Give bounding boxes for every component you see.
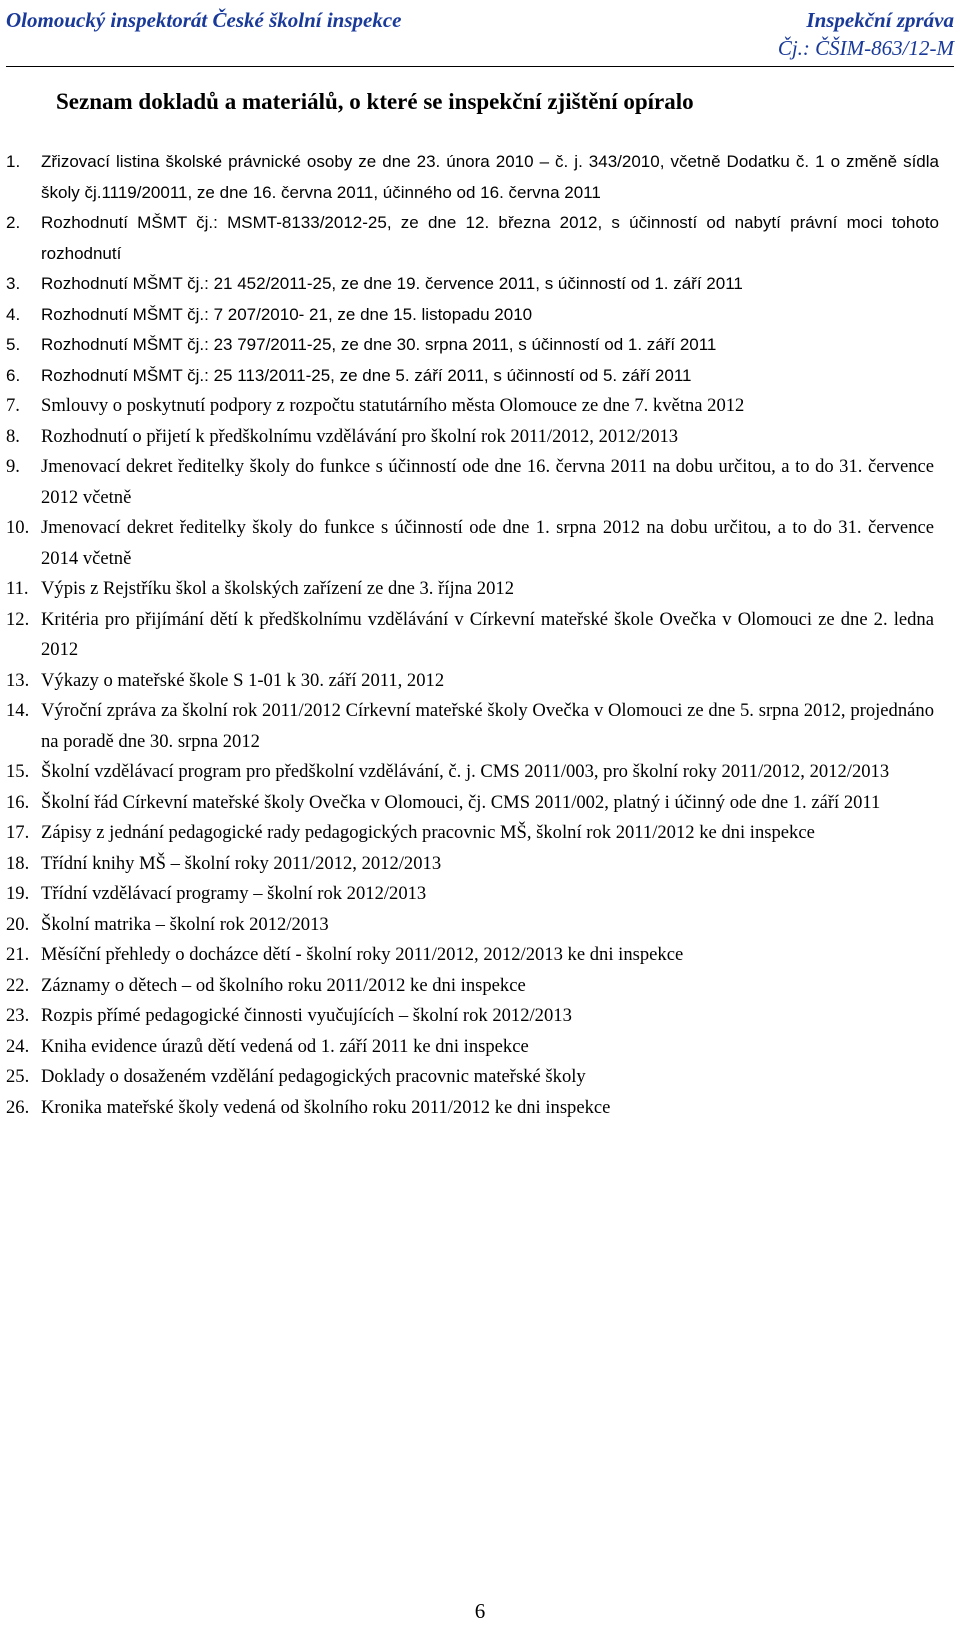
list-item <box>0 696 934 757</box>
item-number: 23. <box>6 1005 30 1026</box>
page-number: 6 <box>474 1599 486 1623</box>
section-title: Seznam dokladů a materiálů, o které se inspekční zjištění opíralo <box>56 89 694 114</box>
list-item <box>0 1062 934 1093</box>
list-item <box>0 971 934 1002</box>
list-item <box>0 330 939 361</box>
item-number: 9. <box>6 456 20 477</box>
item-number: 16. <box>6 791 30 813</box>
item-text: Výpis z Rejstříku škol a školských zařízení ze dne 3. října 2012 <box>41 578 514 599</box>
list-item <box>0 452 934 513</box>
item-text: Kniha evidence úrazů dětí vedená od 1. září 2011 ke dni inspekce <box>41 1035 529 1057</box>
item-text: Rozpis přímé pedagogické činnosti vyučujících – školní rok 2012/2013 <box>41 1005 572 1026</box>
list-item <box>0 818 934 849</box>
list-item <box>0 666 934 697</box>
list-item <box>0 788 934 819</box>
page-header <box>6 6 954 67</box>
list-item <box>0 269 939 300</box>
reference-number: Čj.: ČŠIM-863/12-M <box>777 36 954 60</box>
document-list <box>0 147 960 1123</box>
list-item <box>0 147 939 208</box>
item-number: 18. <box>6 852 30 874</box>
header-right <box>778 6 954 62</box>
item-text: Rozhodnutí MŠMT čj.: 23 797/2011-25, ze dne 30. srpna 2011, s účinností od 1. září 2011 <box>41 335 717 354</box>
item-number: 12. <box>6 608 30 630</box>
document-type: Inspekční zpráva <box>806 8 954 32</box>
item-number: 17. <box>6 822 30 843</box>
item-text: Zápisy z jednání pedagogické rady pedagogických pracovnic MŠ, školní rok 2011/2012 ke dni inspekce <box>41 822 815 843</box>
list-item <box>0 849 934 880</box>
item-text: Jmenovací dekret ředitelky školy do funkce s účinností ode dne 16. června 2011 na dobu určitou, a to do 31. července 2012 včetně <box>41 456 934 508</box>
item-text: Rozhodnutí MŠMT čj.: 7 207/2010- 21, ze dne 15. listopadu 2010 <box>41 304 533 324</box>
item-number: 5. <box>6 335 21 354</box>
list-item <box>0 391 934 422</box>
item-text: Jmenovací dekret ředitelky školy do funkce s účinností ode dne 1. srpna 2012 na dobu určitou, a to do 31. července 2014 včetně <box>41 517 934 569</box>
list-item <box>0 1093 934 1124</box>
item-number: 22. <box>6 974 30 996</box>
item-text: Doklady o dosaženém vzdělání pedagogických pracovnic mateřské školy <box>41 1066 586 1087</box>
item-text: Kronika mateřské školy vedená od školního roku 2011/2012 ke dni inspekce <box>41 1096 611 1118</box>
list-item <box>0 513 934 574</box>
list-item <box>0 757 934 788</box>
item-text: Školní matrika – školní rok 2012/2013 <box>41 913 329 935</box>
list-item <box>0 361 939 392</box>
item-number: 1. <box>6 152 21 171</box>
list-item <box>0 574 934 605</box>
list-item <box>0 300 939 331</box>
item-text: Třídní vzdělávací programy – školní rok 2012/2013 <box>41 883 427 904</box>
item-text: Zřizovací listina školské právnické osoby ze dne 23. února 2010 – č. j. 343/2010, včetně Dodatku č. 1 o změně sídla školy čj.1119/20011, ze dne 16. června 2011, účinného od 16. června 2011 <box>41 152 939 202</box>
item-number: 2. <box>6 213 21 232</box>
item-number: 19. <box>6 883 30 904</box>
list-item <box>0 605 934 666</box>
item-text: Měsíční přehledy o docházce dětí - školní roky 2011/2012, 2012/2013 ke dni inspekce <box>41 944 684 965</box>
item-text: Rozhodnutí MŠMT čj.: MSMT-8133/2012-25, ze dne 12. března 2012, s účinností od nabytí právní moci tohoto rozhodnutí <box>41 213 939 263</box>
item-number: 14. <box>6 700 30 721</box>
item-number: 4. <box>6 304 21 324</box>
item-text: Záznamy o dětech – od školního roku 2011/2012 ke dni inspekce <box>41 974 526 996</box>
list-item <box>0 1032 934 1063</box>
item-number: 11. <box>6 578 29 599</box>
item-number: 8. <box>6 425 20 447</box>
item-text: Smlouvy o poskytnutí podpory z rozpočtu statutárního města Olomouce ze dne 7. května 2012 <box>41 395 745 416</box>
list-item <box>0 879 934 910</box>
item-text: Školní vzdělávací program pro předškolní vzdělávání, č. j. CMS 2011/003, pro školní roky 2011/2012, 2012/2013 <box>41 761 890 782</box>
item-number: 6. <box>6 365 21 385</box>
item-number: 24. <box>6 1035 30 1057</box>
list-item <box>0 940 934 971</box>
item-number: 10. <box>6 517 30 538</box>
item-text: Třídní knihy MŠ – školní roky 2011/2012, 2012/2013 <box>41 852 442 874</box>
item-text: Rozhodnutí MŠMT čj.: 21 452/2011-25, ze dne 19. července 2011, s účinností od 1. září 2011 <box>41 274 743 293</box>
list-item <box>0 422 934 453</box>
item-number: 21. <box>6 944 30 965</box>
item-text: Výkazy o mateřské škole S 1-01 k 30. září 2011, 2012 <box>41 669 445 691</box>
item-text: Kritéria pro přijímání dětí k předškolnímu vzdělávání v Církevní mateřské škole Ovečka v Olomouci ze dne 2. ledna 2012 <box>41 608 934 660</box>
item-text: Školní řád Církevní mateřské školy Ovečka v Olomouci, čj. CMS 2011/002, platný i účinný ode dne 1. září 2011 <box>41 791 881 813</box>
item-number: 3. <box>6 274 21 293</box>
item-number: 26. <box>6 1096 30 1118</box>
inspectorate-name: Olomoucký inspektorát České školní inspekce <box>6 8 402 32</box>
item-text: Výroční zpráva za školní rok 2011/2012 Církevní mateřské školy Ovečka v Olomouci ze dne 5. srpna 2012, projednáno na poradě dne 30. srpna 2012 <box>41 700 934 752</box>
item-text: Rozhodnutí o přijetí k předškolnímu vzdělávání pro školní rok 2011/2012, 2012/2013 <box>41 425 679 447</box>
list-item <box>0 208 939 269</box>
item-number: 25. <box>6 1066 30 1087</box>
list-item <box>0 1001 934 1032</box>
item-number: 13. <box>6 669 30 691</box>
list-item <box>0 910 934 941</box>
item-number: 7. <box>6 395 20 416</box>
item-number: 20. <box>6 913 30 935</box>
item-text: Rozhodnutí MŠMT čj.: 25 113/2011-25, ze dne 5. září 2011, s účinností od 5. září 2011 <box>41 365 692 385</box>
item-number: 15. <box>6 761 30 782</box>
